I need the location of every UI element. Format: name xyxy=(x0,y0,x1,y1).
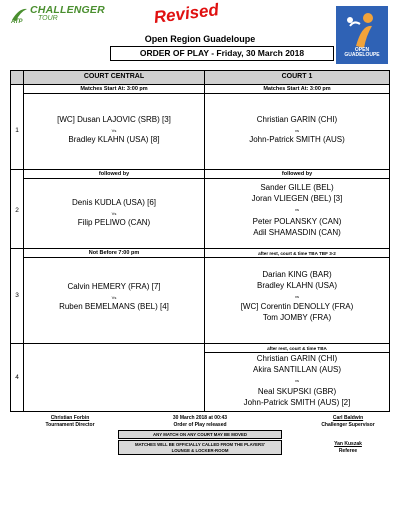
vs-label: Vs xyxy=(111,211,117,216)
supervisor-name: Carl Baldwin xyxy=(332,415,364,421)
player: Peter POLANSKY (CAN) xyxy=(252,217,342,226)
order-of-play-title: ORDER OF PLAY - Friday, 30 March 2018 xyxy=(110,46,334,61)
row-number: 2 xyxy=(15,207,19,214)
atp-series-text: CHALLENGER xyxy=(30,4,105,16)
corner-cell xyxy=(11,71,23,84)
divider xyxy=(24,257,389,258)
atp-brand-text: ATP xyxy=(11,19,23,25)
order-of-play-grid xyxy=(10,70,390,412)
released-time: 30 March 2018 at 00:43 xyxy=(172,415,228,421)
player: Filip PELIWO (CAN) xyxy=(77,218,151,227)
atp-tour-text: TOUR xyxy=(38,15,58,22)
vs-label: Vs xyxy=(111,295,117,300)
match-header: Matches Start At: 3:00 pm xyxy=(80,86,148,92)
vs-label: vs xyxy=(295,207,299,212)
divider xyxy=(11,169,389,170)
logo-line-guadeloupe: GUADELOUPE xyxy=(344,52,380,58)
tournament-logo-text xyxy=(336,48,388,58)
notice-called xyxy=(118,440,282,455)
row-number: 4 xyxy=(15,374,19,381)
match-header: after rest, court & time TBA TBF 3-2 xyxy=(258,251,336,256)
supervisor-title: Challenger Supervisor xyxy=(321,422,375,428)
match-header: Not Before 7:00 pm xyxy=(88,250,140,256)
referee-name: Yan Kuszak xyxy=(334,441,362,447)
divider xyxy=(205,352,389,353)
divider xyxy=(24,178,389,179)
player: Sander GILLE (BEL) xyxy=(260,183,334,192)
player: Bradley KLAHN (USA) [8] xyxy=(68,135,160,144)
player: Calvin HEMERY (FRA) [7] xyxy=(67,282,161,291)
player: Tom JOMBY (FRA) xyxy=(262,313,332,322)
player: John-Patrick SMITH (AUS) xyxy=(249,135,345,144)
director-name: Christian Forbin xyxy=(50,415,90,421)
row-number: 3 xyxy=(15,292,19,299)
notice-moved: ANY MATCH ON ANY COURT MAY BE MOVED xyxy=(118,430,282,439)
tournament-name: Open Region Guadeloupe xyxy=(144,34,256,44)
player: Akira SANTILLAN (AUS) xyxy=(252,365,342,374)
court-1-header: COURT 1 xyxy=(281,73,313,80)
player: [WC] Corentin DENOLLY (FRA) xyxy=(240,302,354,311)
notice-called-line1: MATCHES WILL BE OFFICIALLY CALLED FROM THE PLAYERS' xyxy=(134,442,266,447)
match-header: followed by xyxy=(98,171,130,177)
revised-stamp: Revised xyxy=(152,0,220,27)
vs-label: vs xyxy=(295,378,299,383)
notice-called-line2: LOUNGE & LOCKER-ROOM xyxy=(171,448,229,453)
player: Adil SHAMASDIN (CAN) xyxy=(253,228,341,237)
player: Christian GARIN (CHI) xyxy=(256,354,338,363)
divider xyxy=(11,343,389,344)
vs-label: vs xyxy=(295,128,299,133)
director-title: Tournament Director xyxy=(45,422,95,428)
match-header: followed by xyxy=(281,171,313,177)
vs-label: vs xyxy=(295,294,299,299)
vs-label: Vs xyxy=(111,128,117,133)
match-header: after rest, court & time TBA xyxy=(267,346,327,351)
released-label: Order of Play released xyxy=(173,422,227,428)
player: [WC] Dusan LAJOVIC (SRB) [3] xyxy=(57,115,171,124)
player: Joran VLIEGEN (BEL) [3] xyxy=(251,194,343,203)
row-number: 1 xyxy=(15,127,19,134)
divider xyxy=(11,248,389,249)
logo-line-open: OPEN xyxy=(354,47,370,53)
player: Denis KUDLA (USA) [6] xyxy=(71,198,157,207)
court-central-header: COURT CENTRAL xyxy=(83,73,145,80)
player: Neal SKUPSKI (GBR) xyxy=(257,387,337,396)
player: Darian KING (BAR) xyxy=(262,270,332,279)
divider xyxy=(24,93,389,94)
player: Ruben BEMELMANS (BEL) [4] xyxy=(59,302,169,311)
divider xyxy=(11,84,389,85)
player: John-Patrick SMITH (AUS) [2] xyxy=(243,398,351,407)
match-header: Matches Start At: 3:00 pm xyxy=(263,86,331,92)
player: Bradley KLAHN (USA) xyxy=(256,281,338,290)
player: Christian GARIN (CHI) xyxy=(256,115,338,124)
referee-title: Referee xyxy=(338,448,358,454)
